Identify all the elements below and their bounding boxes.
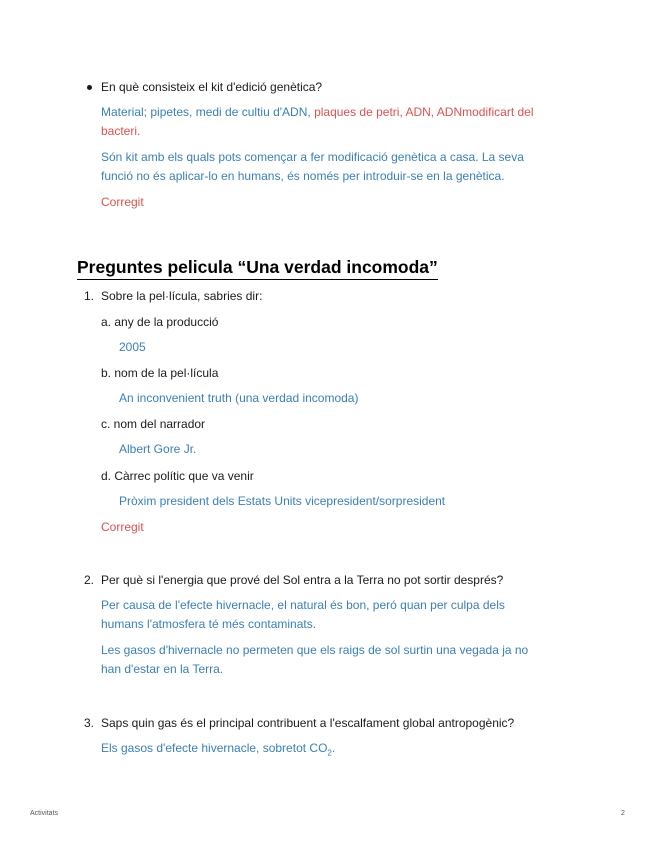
q1-item-answer: Albert Gore Jr.	[119, 442, 197, 456]
q1-number: 1.	[84, 289, 95, 303]
q2-answer2-line-2: han d'estar en la Terra.	[101, 662, 224, 676]
q2-answer2-line-1: Les gasos d'hivernacle no permeten que els raigs de sol surtin una vegada ja no	[101, 643, 529, 657]
corregit-label-2: Corregit	[101, 520, 144, 534]
q2-answer1-line-2: humans l'atmosfera té més contaminats.	[101, 617, 317, 631]
kit-answer-line-2: funció no és aplicar-lo en humans, és només per introduir-se en la genètica.	[101, 169, 505, 183]
q3-answer-main: Els gasos d'efecte hivernacle, sobretot CO	[101, 741, 328, 755]
section-heading: Preguntes pelicula “Una verdad incomoda”	[77, 257, 438, 280]
q3-number: 3.	[84, 716, 95, 730]
q1-item-answer: An inconvenient truth (una verdad incomoda)	[119, 391, 359, 405]
q1-item-label: c. nom del narrador	[101, 417, 206, 431]
q3-text: Saps quin gas és el principal contribuent a l'escalfament global antropogènic?	[101, 716, 515, 730]
q2-number: 2.	[84, 573, 95, 587]
q2-text: Per què si l'energia que prové del Sol entra a la Terra no pot sortir després?	[101, 573, 504, 587]
q3-answer	[101, 739, 335, 762]
page-number: 2	[621, 810, 625, 817]
footer-label: Activitats	[30, 810, 59, 817]
materials-line-2: bacteri.	[101, 124, 141, 138]
kit-answer-line-1: Són kit amb els quals pots començar a fer modificació genètica a casa. La seva	[101, 150, 524, 164]
q1-item-answer: 2005	[119, 340, 146, 354]
q3-answer-end: .	[331, 741, 336, 755]
q1-item-answer: Pròxim president dels Estats Units vicepresident/sorpresident	[119, 494, 446, 508]
bullet-icon	[87, 85, 92, 90]
q3-answer-subscript: 2	[327, 748, 332, 758]
materials-red: plaques de petri, ADN, ADNmodificart del	[314, 105, 534, 119]
materials-line-1	[101, 103, 534, 122]
q1-item-label: b. nom de la pel·lícula	[101, 366, 219, 380]
q1-item-label: d. Càrrec polític que va venir	[101, 469, 254, 483]
q1-item-label: a. any de la producció	[101, 315, 219, 329]
kit-question: En què consisteix el kit d'edició genètica?	[101, 80, 323, 94]
corregit-label-1: Corregit	[101, 195, 144, 209]
materials-blue: Material; pipetes, medi de cultiu d'ADN,	[101, 105, 315, 119]
q1-text: Sobre la pel·lícula, sabries dir:	[101, 289, 263, 303]
q2-answer1-line-1: Per causa de l'efecte hivernacle, el natural és bon, peró quan per culpa dels	[101, 598, 505, 612]
